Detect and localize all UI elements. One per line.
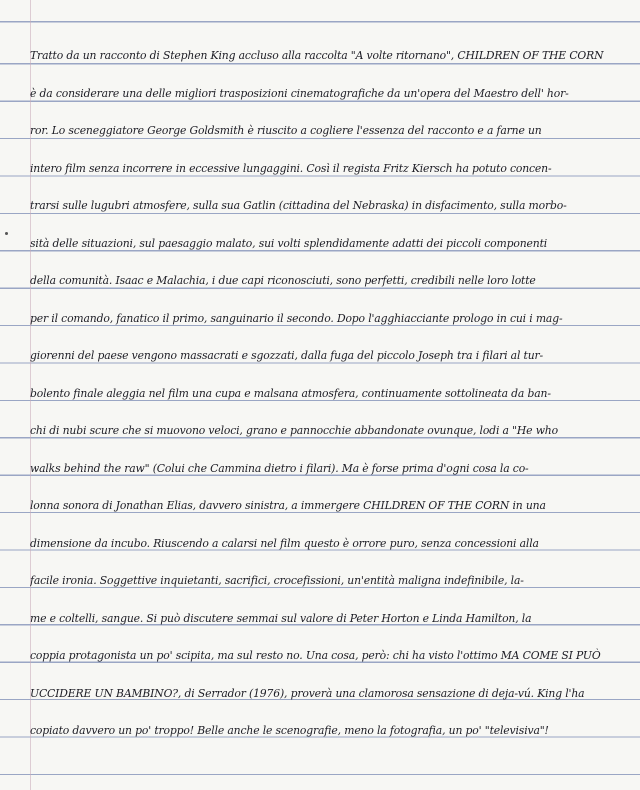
- handwritten-text: [30, 37, 630, 750]
- text-line: Tratto da un racconto di Stephen King accluso alla raccolta "A volte ritornano", CHILDREN OF THE CORN: [30, 49, 604, 62]
- text-line: chi di nubi scure che si muovono veloci, grano e pannocchie abbandonate ovunque, lodi a "He who: [30, 424, 558, 437]
- text-line: bolento finale aleggia nel film una cupa e malsana atmosfera, continuamente sottolineata da ban-: [30, 386, 551, 400]
- text-line: è da considerare una delle migliori trasposizioni cinematografiche da un'opera del Maestro dell' hor-: [30, 86, 569, 100]
- text-line: della comunità. Isaac e Malachia, i due capi riconosciuti, sono perfetti, credibili nelle loro lotte: [30, 274, 536, 287]
- text-line: giorenni del paese vengono massacrati e sgozzati, dalla fuga del piccolo Joseph tra i filari al tur-: [30, 349, 544, 362]
- text-line: me e coltelli, sangue. Si può discutere semmai sul valore di Peter Horton e Linda Hamilton, la: [30, 611, 532, 625]
- text-line: ror. Lo sceneggiatore George Goldsmith è riuscito a cogliere l'essenza del racconto e a farne un: [30, 124, 542, 137]
- text-line: coppia protagonista un po' scipita, ma sul resto no. Una cosa, però: chi ha visto l'ottimo MA COME SI PUÒ: [30, 649, 601, 662]
- text-line: facile ironia. Soggettive inquietanti, sacrifici, crocefissioni, un'entità maligna indefinibile, la-: [30, 574, 524, 587]
- text-line: sità delle situazioni, sul paesaggio malato, sui volti splendidamente adatti dei piccoli componenti: [30, 236, 548, 250]
- text-line: trarsi sulle lugubri atmosfere, sulla sua Gatlin (cittadina del Nebraska) in disfacimento, sulla morbo-: [30, 199, 567, 212]
- text-line: copiato davvero un po' troppo! Belle anche le scenografie, meno la fotografia, un po' "televisiva"!: [30, 724, 549, 737]
- text-line: walks behind the raw" (Colui che Cammina dietro i filari). Ma è forse prima d'ogni cosa la co-: [30, 461, 529, 475]
- text-line: lonna sonora di Jonathan Elias, davvero sinistra, a immergere CHILDREN OF THE CORN in una: [30, 499, 546, 512]
- text-line: UCCIDERE UN BAMBINO?, di Serrador (1976), proverà una clamorosa sensazione di deja-vú. King l'ha: [30, 686, 585, 700]
- text-line: dimensione da incubo. Riuscendo a calarsi nel film questo è orrore puro, senza concessioni alla: [30, 536, 539, 550]
- ink-dot: [5, 232, 8, 235]
- text-line: intero film senza incorrere in eccessive lungaggini. Così il regista Fritz Kiersch ha potuto concen-: [30, 161, 552, 175]
- text-line: per il comando, fanatico il primo, sanguinario il secondo. Dopo l'agghiacciante prologo in cui i mag-: [30, 311, 563, 325]
